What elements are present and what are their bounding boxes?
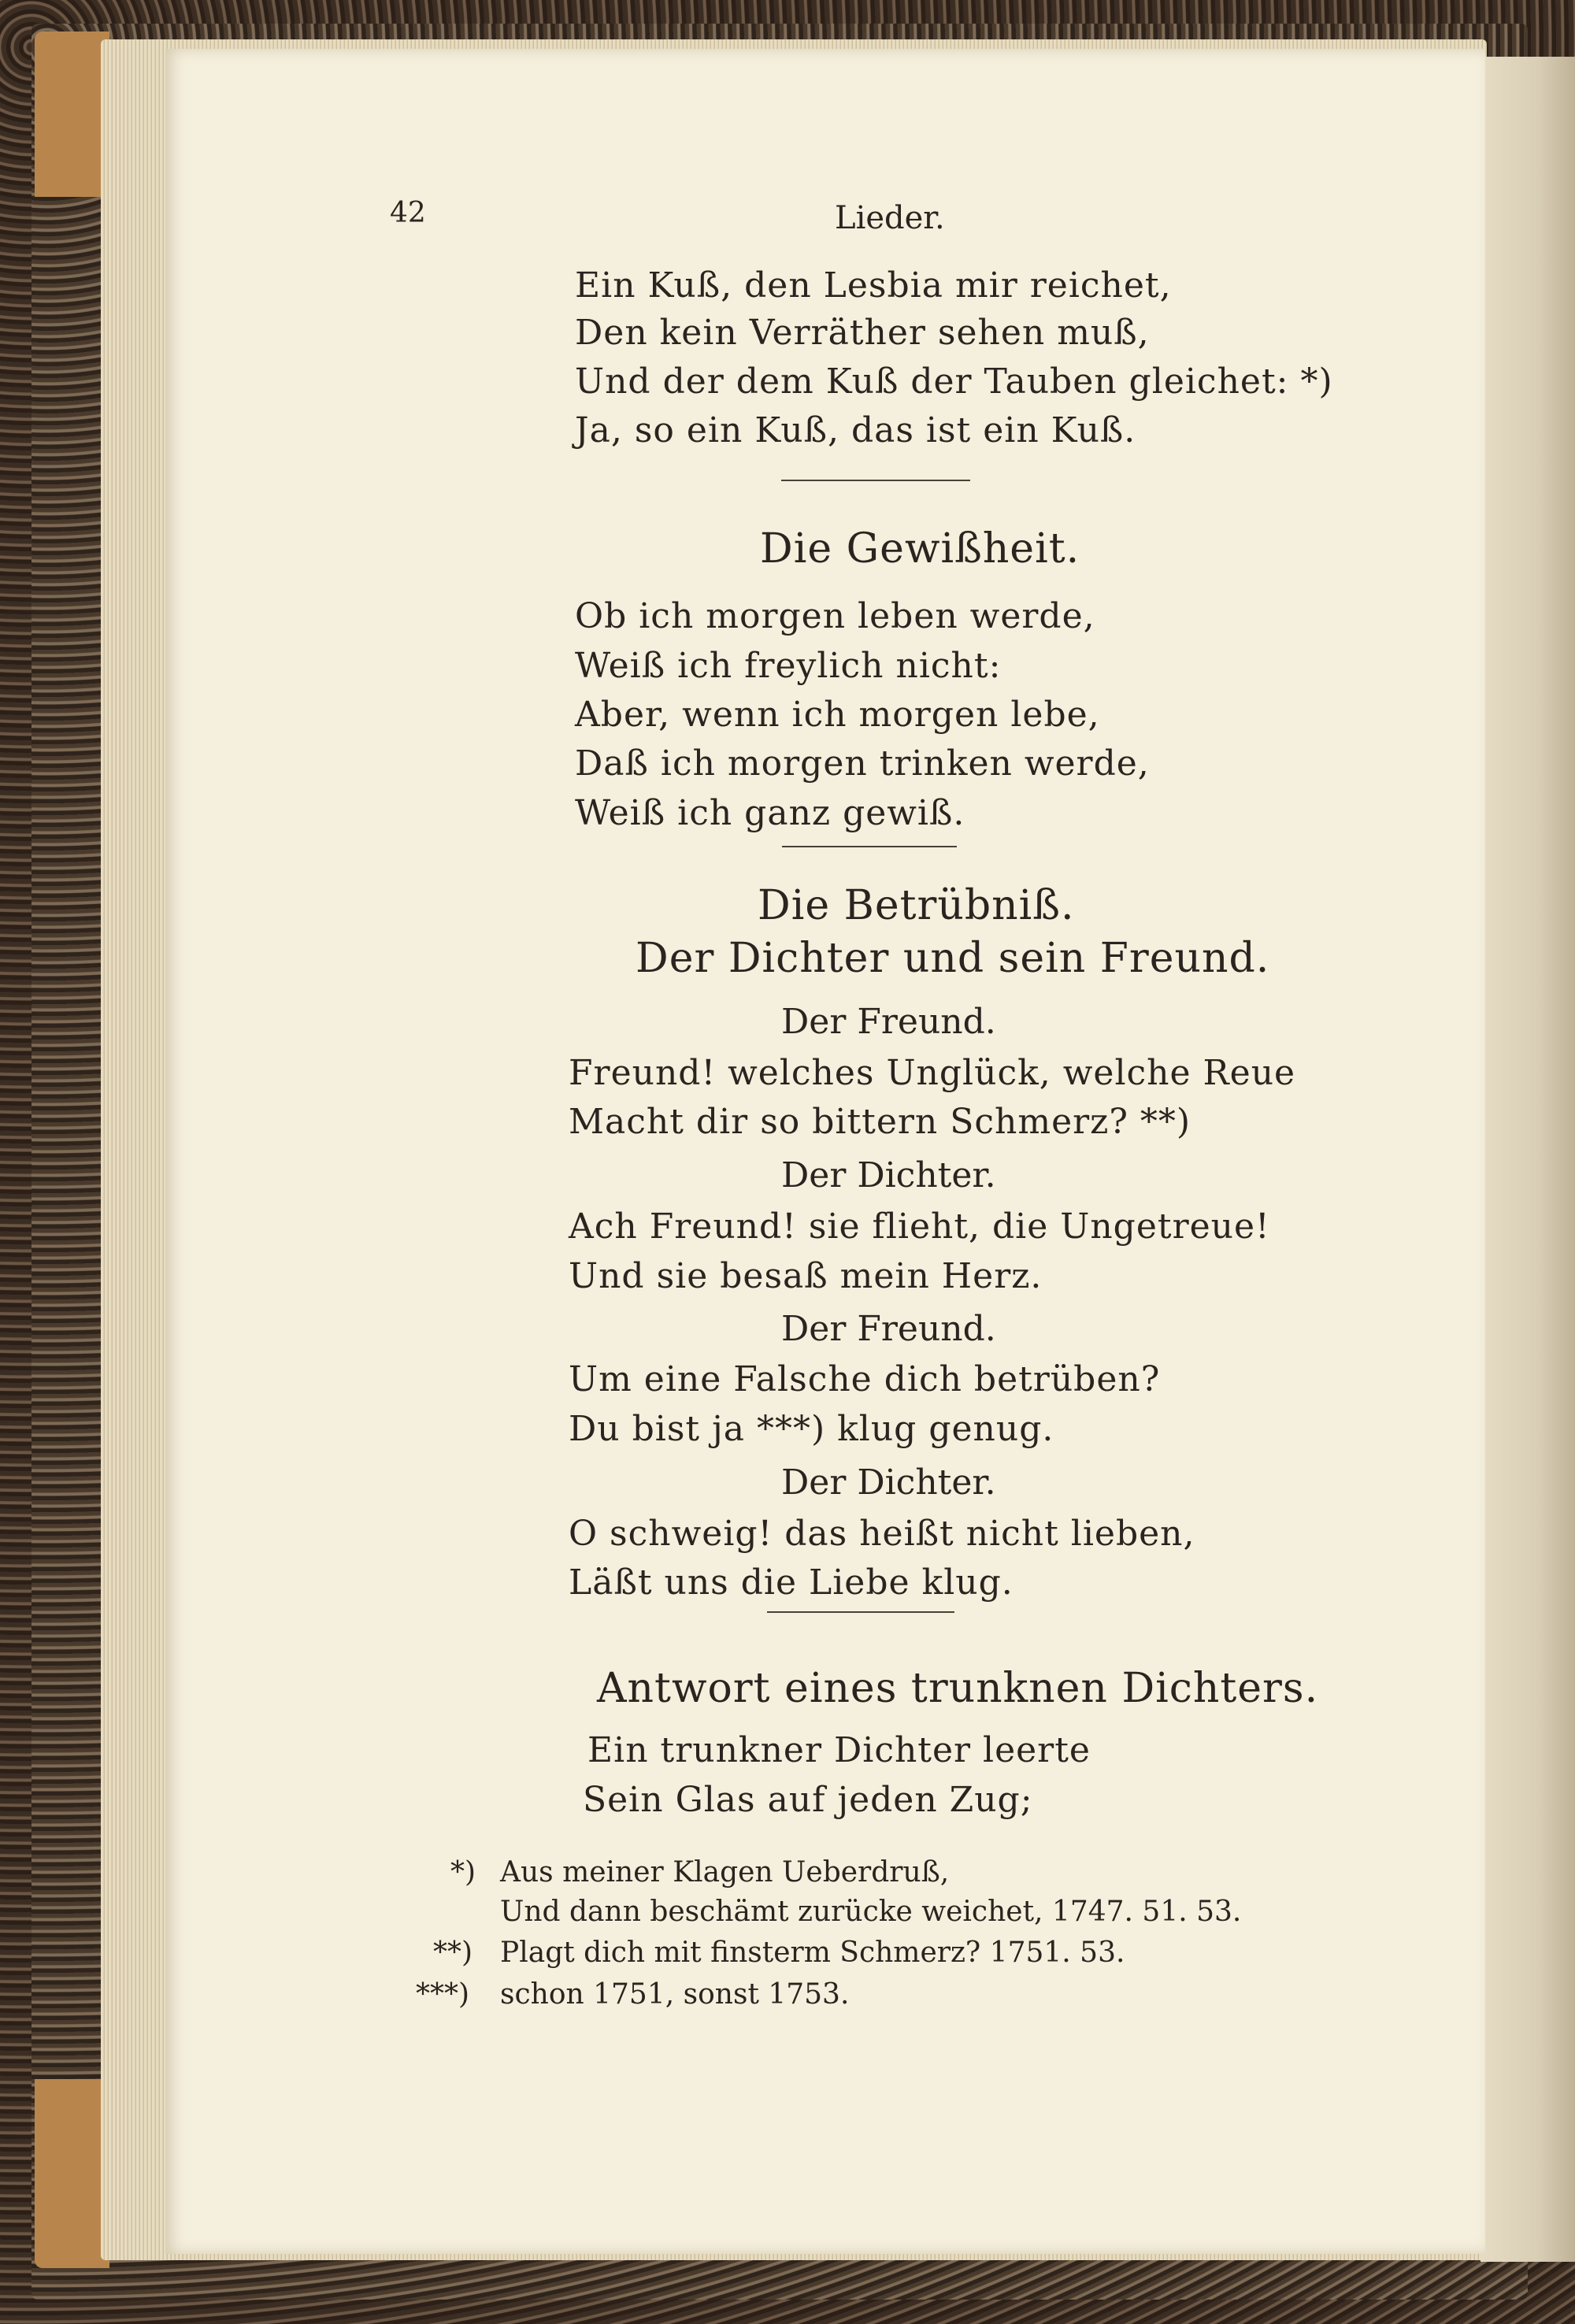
section-divider	[782, 846, 957, 847]
running-head: Lieder.	[835, 200, 945, 236]
verse-line: Aber, wenn ich morgen lebe,	[575, 695, 1100, 735]
verse-line: Macht dir so bittern Schmerz? **)	[569, 1102, 1191, 1142]
footnote-marker: **)	[433, 1937, 473, 1969]
facing-page-edge	[1480, 57, 1575, 2262]
page-number: 42	[390, 197, 426, 229]
poem-subtitle: Der Dichter und sein Freund.	[636, 935, 1270, 982]
speaker-label: Der Freund.	[781, 1002, 996, 1042]
leather-corner-bottom	[35, 2079, 109, 2268]
section-divider	[781, 480, 970, 481]
book-page	[165, 49, 1485, 2254]
verse-line: O schweig! das heißt nicht lieben,	[569, 1514, 1195, 1554]
verse-line: Du bist ja ***) klug genug.	[569, 1409, 1054, 1449]
verse-line: Weiß ich ganz gewiß.	[575, 793, 965, 833]
footnote-marker: ***)	[416, 1978, 470, 2011]
speaker-label: Der Dichter.	[781, 1462, 996, 1503]
verse-line: Um eine Falsche dich betrüben?	[569, 1359, 1161, 1399]
poem-title: Antwort eines trunknen Dichters.	[597, 1665, 1319, 1712]
verse-line: Ein Kuß, den Lesbia mir reichet,	[575, 265, 1172, 306]
verse-line: Ein trunkner Dichter leerte	[587, 1730, 1091, 1770]
footnote-text: Und dann beschämt zurücke weichet, 1747. 51. 53.	[500, 1896, 1242, 1928]
poem-title: Die Gewißheit.	[760, 525, 1080, 573]
footnote-text: Aus meiner Klagen Ueberdruß,	[500, 1856, 950, 1888]
verse-line: Ja, so ein Kuß, das ist ein Kuß.	[575, 410, 1136, 450]
verse-line: Freund! welches Unglück, welche Reue	[569, 1053, 1296, 1093]
footnote-marker: *)	[450, 1856, 476, 1888]
section-divider	[767, 1611, 954, 1613]
verse-line: Ob ich morgen leben werde,	[575, 596, 1095, 636]
speaker-label: Der Dichter.	[781, 1155, 996, 1195]
verse-line: Ach Freund! sie flieht, die Ungetreue!	[569, 1206, 1270, 1247]
verse-line: Und der dem Kuß der Tauben gleichet: *)	[575, 361, 1333, 402]
footnote-text: Plagt dich mit finsterm Schmerz? 1751. 53.	[500, 1937, 1125, 1969]
footnote-text: schon 1751, sonst 1753.	[500, 1978, 850, 2011]
verse-line: Weiß ich freylich nicht:	[575, 646, 1002, 686]
verse-line: Läßt uns die Liebe klug.	[569, 1562, 1014, 1603]
poem-title: Die Betrübniß.	[758, 882, 1075, 929]
speaker-label: Der Freund.	[781, 1309, 996, 1349]
verse-line: Sein Glas auf jeden Zug;	[583, 1780, 1033, 1820]
leather-corner-top	[35, 32, 109, 197]
verse-line: Und sie besaß mein Herz.	[569, 1256, 1043, 1296]
verse-line: Den kein Verräther sehen muß,	[575, 313, 1150, 353]
verse-line: Daß ich morgen trinken werde,	[575, 743, 1150, 784]
